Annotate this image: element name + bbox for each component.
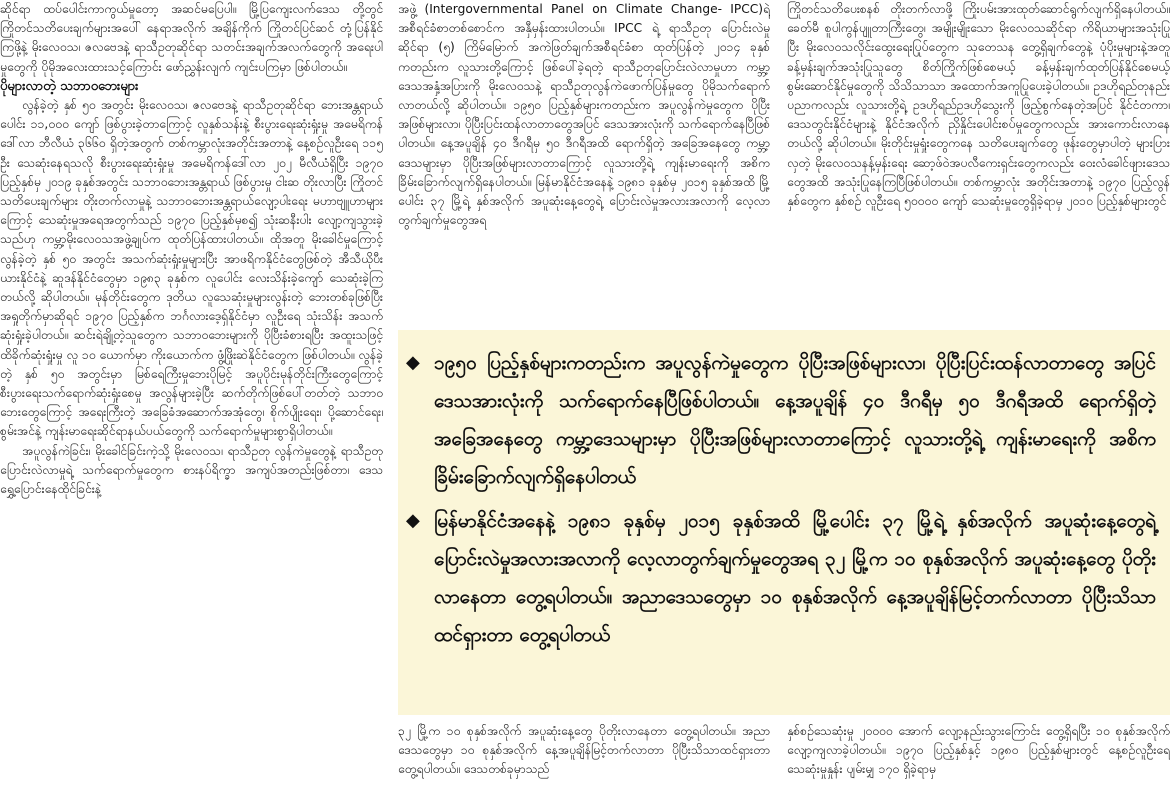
body-paragraph: ကြိုတင်သတိပေးစနစ် တိုးတက်လာဖို့ ကြိုးပမ်းအားထုတ်ဆောင်ရွက်လျက်ရှိနေပါတယ်။ ခေတ်မီ စူပါကွန်ပျူတာကြီးတွေ၊ အမျိုးမျိုးသော မိုးလေဝသဆိုင်ရာ ကိရိယာများအသုံးပြုပြီး မိုးလေဝသလိုင်းထွေးရေးပြုပ်တွေက သုတေသန တွေ့ရှိချက်တွေနဲ့ ပုံပိုးမှုများနဲ့အတူ ခန့်မှန်းချက်အသုံးပြုသူတွေ စိတ်ကြိုက်ဖြစ်စေမယ့် ခန့်မှန်းချက်ထုတ်ပြန်နိုင်စေမယ့် စွမ်းဆောင်နိုင်မှုတွေကို သိသိသာသာ အထောက်အကူပြုပေးခဲ့ပါတယ်။ ဥဒဟိုရည်တုနည်းပညာကလည်း လူသားတို့ရဲ့ ဥဒဟိုရည်ဥဒဟိုသွေးကို ဖြည့်စွက်နေတဲ့အပြင် နိုင်ငံတကာ၊ ဒေသတွင်းနိုင်ငံများနဲ့ နိုင်ငံအလိုက် ညှိနှိုင်းပေါင်းစပ်မှုတွေကလည်း အားကောင်းလာနေတယ်လို့ ဆိုပါတယ်။ မိုးတိုင်းမှုရှုံးတွေကနေ သတိပေးချက်တွေ ဖုန်းတွေမှာပါတဲ့ များပြားလှတဲ့ မိုးလေဝသနန့်မှန်းရေး ဆော့ဖ်ဝဲအပလီကေးရှင်းတွေကလည်း ဝေးလံခေါင်ဖျားဒေသတွေအထိ အသုံးပြုနေကြပြီဖြစ်ပါတယ်။ တစ်ကမ္ဘာလုံး အတိုင်းအတာနဲ့ ၁၉၇၀ ပြည့်လွန်နှစ်တွေက နှစ်စဉ် လူဦးရေ ၅၀၀၀၀ ကျော် သေဆုံးမှုတွေရှိခဲ့ရာမှ ၂၀၁၀ ပြည့်နှစ်များတွင် [787, 2, 1170, 209]
pull-quote-item [406, 344, 1156, 496]
article-column-middle-bottom [398, 722, 770, 800]
body-paragraph: ၃၂ မြို့က ၁၀ စုနှစ်အလိုက် အပူဆုံးနေ့တွေ ပိုတိုးလာနေတာ တွေ့ရပါတယ်။ အညာဒေသတွေမှာ ၁၀ စုနှစ်အလိုက် နေ့အပူချိန်မြင့်တက်လာတာ ပိုပြီးသိသာထင်ရှားတာ တွေ့ရပါတယ်။ ဒေသတစ်ခုမှာသည် [398, 724, 770, 777]
article-column-left [0, 0, 383, 800]
section-heading: ပိုများလာတဲ့ သဘာဝဘေးများ [0, 78, 139, 94]
body-paragraph: နှစ်စဉ်သေဆုံးမှု ၂၀၀၀၀ အောက် လျော့နည်းသွားကြောင်း တွေ့ရှိရပြီး ၁၀ စုနှစ်အလိုက် လျော့ကျလာခဲ့ပါတယ်။ ၁၉၇၀ ပြည့်နှစ်နှင့် ၁၉၈၀ ပြည့်နှစ်များတွင် နေ့စဉ်လူဦးရေ သေဆုံးမှုနှုန်း ပျမ်းမျှ ၁၇၀ ရှိခဲ့ရာမှ [787, 724, 1170, 777]
pull-quote-box [398, 330, 1170, 715]
diamond-bullet-icon: ◆ [406, 352, 420, 373]
pull-quote-item [406, 502, 1156, 654]
pull-quote-text: ၁၉၅၀ ပြည့်နှစ်များကတည်းက အပူလွန်ကဲမှုတွေက ပိုပြီးအဖြစ်များလာ၊ ပိုပြီးပြင်းထန်လာတာတွေ အပြင် ဒေသအားလုံးကို သက်ရောက်နေပြီဖြစ်ပါတယ်။ နေ့အပူချိန် ၄၀ ဒီဂရီမှ ၅၀ ဒီဂရီအထိ ရောက်ရှိတဲ့ အခြေအနေတွေ ကမ္ဘာ့ဒေသများမှာ ပိုပြီးအဖြစ်များလာတာကြောင့် လူသားတို့ရဲ့ ကျန်းမာရေးကို အစိကခြိမ်းခြောက်လျက်ရှိနေပါတယ် [434, 352, 1156, 488]
article-column-right-top [787, 0, 1170, 322]
article-column-right-bottom [787, 722, 1170, 800]
article-column-middle-top [398, 0, 770, 322]
pull-quote-text: မြန်မာနိုင်ငံအနေနဲ့ ၁၉၈၁ ခုနှစ်မှ ၂၀၁၅ ခုနှစ်အထိ မြို့ပေါင်း ၃၇ မြို့ရဲ့ နှစ်အလိုက် အပူဆုံးနေ့တွေရဲ့ ပြောင်းလဲမှုအလားအလာကို လေ့လာတွက်ချက်မှုတွေအရ ၃၂ မြို့က ၁၀ စုနှစ်အလိုက် အပူဆုံးနေ့တွေ ပိုတိုးလာနေတာ တွေ့ရပါတယ်။ အညာဒေသတွေမှာ ၁၀ စုနှစ်အလိုက် နေ့အပူချိန်မြင့်တက်လာတာ ပိုပြီးသိသာထင်ရှားတာ တွေ့ရပါတယ် [434, 510, 1156, 646]
diamond-bullet-icon: ◆ [406, 510, 420, 531]
intro-paragraph: ဆိုင်ရာ ထပ်ပေါင်းကာကွယ်မှုတော့ အဆင်မပြေပါ။ မြို့ပြကျေးလက်ဒေသ တို့တွင် ကြိုတင်သတိပေးချက်များအပေါ် နေရာအလိုက် အချိန်ကိုက် ကြိုတင်ပြင်ဆင် တုံ့ပြန်နိုင်ကြဖို့နဲ့ မိုးလေဝသ၊ ဇလဗေဒနဲ့ ရာသီဥတုဆိုင်ရာ သတင်းအချက်အလက်တွေကို အရေးပါမှုတွေကို ပိုမိုအလေးထားသင့်ကြောင်း ဖော်ညွှန်းလျက် ကျင်းပကြမှာ ဖြစ်ပါတယ်။ [0, 2, 383, 74]
body-paragraph: အဖွဲ့ (Intergovernmental Panel on Climate Change- IPCC)ရဲ့ အစီရင်ခံစာတစ်စောင်က အနှီမှန်းထားပါတယ်။ IPCC ရဲ့ ရာသီဥတု ပြောင်းလဲမှုဆိုင်ရာ (၅) ကြိမ်မြောက် အကဲဖြတ်ချက်အစီရင်ခံစာ ထုတ်ပြန်တဲ့ ၂၀၁၄ ခုနှစ်ကတည်းက လူသားတို့ကြောင့် ဖြစ်ပေါ်ခဲ့ရတဲ့ ရာသီဥတုပြောင်းလဲလာမှုဟာ ကမ္ဘာ့ဒေသအနှံ့အပြားကို မိုးလေဝသနဲ့ ရာသီဥတုလွန်ကဲဖောက်ပြန်မှုတွေ ပိုမိုသက်ရောက်လာတယ်လို့ ဆိုပါတယ်။ ၁၉၅၀ ပြည့်နှစ်များကတည်းက အပူလွန်ကဲမှုတွေက ပိုပြီးအဖြစ်များလာ၊ ပိုပြီးပြင်းထန်လာတာတွေအပြင် ဒေသအားလုံးကို သက်ရောက်နေပြီဖြစ်ပါတယ်။ နေ့အပူချိန် ၄၀ ဒီဂရီမှ ၅၀ ဒီဂရီအထိ ရောက်ရှိတဲ့ အခြေအနေတွေ ကမ္ဘာ့ဒေသများမှာ ပိုပြီးအဖြစ်များလာတာကြောင့် လူသားတို့ရဲ့ ကျန်းမာရေးကို အစိကခြိမ်းခြောက်လျက်ရှိနေပါတယ်။ မြန်မာနိုင်ငံအနေနဲ့ ၁၉၈၁ ခုနှစ်မှ ၂၀၁၅ ခုနှစ်အထိ မြို့ပေါင်း ၃၇ မြို့ရဲ့ နှစ်အလိုက် အပူဆုံးနေ့တွေရဲ့ ပြောင်းလဲမှုအလားအလာကို လေ့လာတွက်ချက်မှုတွေအရ [398, 2, 770, 228]
body-paragraph: အပူလွန်ကဲခြင်း၊ မိုးခေါင်ခြင်းကဲ့သို့ မိုးလေဝသ၊ ရာသီဥတု လွန်ကဲမှုတွေနဲ့ ရာသီဥတုပြောင်းလဲလာမှုရဲ့ သက်ရောက်မှုတွေက စားနပ်ရိက္ခာ အကျပ်အတည်းဖြစ်တာ၊ ဒေသရွှေ့ပြောင်းနေထိုင်ခြင်းနဲ့ [0, 443, 383, 497]
body-paragraph: လွန်ခဲ့တဲ့ နှစ် ၅၀ အတွင်း မိုးလေဝသ၊ ဇလဗေဒနဲ့ ရာသီဥတုဆိုင်ရာ ဘေးအန္တရာယ်ပေါင်း ၁၁,၀၀၀ ကျော် ဖြစ်ပွားခဲ့တာကြောင့် လူနှစ်သန်းနဲ့ စီးပွားရေးဆုံးရှုံးမှု အမေရိကန်ဒေါ်လာ ဘီလီယံ ၃၆၆၀ ရှိတဲ့အတွက် တစ်ကမ္ဘာလုံးအတိုင်းအတာနဲ့ နေ့စဉ်လူဦးရေ ၁၁၅ ဦး သေဆုံးနေရသလို စီးပွားရေးဆုံးရှုံးမှု အမေရိကန်ဒေါ်လာ ၂၀၂ မီလီယံရှိပြီး ၁၉၇၀ ပြည့်နှစ်မှ ၂၀၁၉ ခုနှစ်အတွင်း သဘာဝဘေးအန္တရာယ် ဖြစ်ပွားမှု ငါးဆ တိုးလာပြီး ကြိုတင်သတိပေးချက်များ တိုးတက်လာမှုနဲ့ သဘာဝဘေးအန္တရာယ်လျော့ပါးရေး မဟာဗျူဟာများကြောင့် သေဆုံးမှုအရေအတွက်သည် ၁၉၇၀ ပြည့်နှစ်မှစ၍ သုံးဆနီးပါး လျော့ကျသွားခဲ့သည်ဟု ကမ္ဘာ့မိုးလေဝသအဖွဲ့ချုပ်က ထုတ်ပြန်ထားပါတယ်။ ထိုအတူ မိုးခေါင်မှုကြောင့် လွန်ခဲ့တဲ့ နှစ် ၅၀ အတွင်း အသက်ဆုံးရှုံးမှုများပြီး အာဖရိကနိုင်ငံတွေဖြစ်တဲ့ အီသီယိုပီးယားနိုင်ငံနဲ့ ဆူဒန်နိုင်ငံတွေမှာ ၁၉၈၃ ခုနှစ်က လူပေါင်း လေးသိန်းခဲ့ကျော် သေဆုံးခဲ့ကြတယ်လို့ ဆိုပါတယ်။ မုန်တိုင်းတွေက ဒုတိယ လူသေဆုံးမှုများလွန်းတဲ့ ဘေးတစ်ခုဖြစ်ပြီး အရှုတိုက်မှာဆိုရင် ၁၉၇၀ ပြည့်နှစ်က ဘင်္ဂလားဒေ့ရှ်နိုင်ငံမှာ လူဦးရေ သုံးသိန်း အသက်ဆုံးရှုံးခဲ့ပါတယ်။ ဆင်းရဲချို့တဲ့သူတွေက သဘာဝဘေးများကို ပိုပြီးခံစားရပြီး အထူးသဖြင့် ထိခိုက်ဆုံးရှုံးမှု လူ ၁၀ ယောက်မှာ ကိုးယောက်က ဖွံ့ဖြိုးဆဲနိုင်ငံတွေက ဖြစ်ပါတယ်။ လွန်ခဲ့တဲ့ နှစ် ၅၀ အတွင်းမှာ မြစ်ရေကြီးမှုဘေးပိုမြင့် အပူပိုင်းမုန်တိုင်းကြီးတွေကြောင့် စီးပွားရေးသက်ရောက်ဆုံးရှုံးစေမှု အလွန်များခဲ့ပြီး ဆက်တိုက်ဖြစ်ပေါ်တတ်တဲ့ သဘာဝဘေးတွေကြောင့် အရေးကြီးတဲ့ အခြေခံအဆောက်အအုံတွေ၊ စိုက်ပျိုးရေး၊ ပို့ဆောင်ရေး၊ စွမ်းအင်နဲ့ ကျန်းမာရေးဆိုင်ရာနယ်ပယ်တွေကို သက်ရောက်မှုများစွာရှိပါတယ်။ [0, 98, 383, 439]
